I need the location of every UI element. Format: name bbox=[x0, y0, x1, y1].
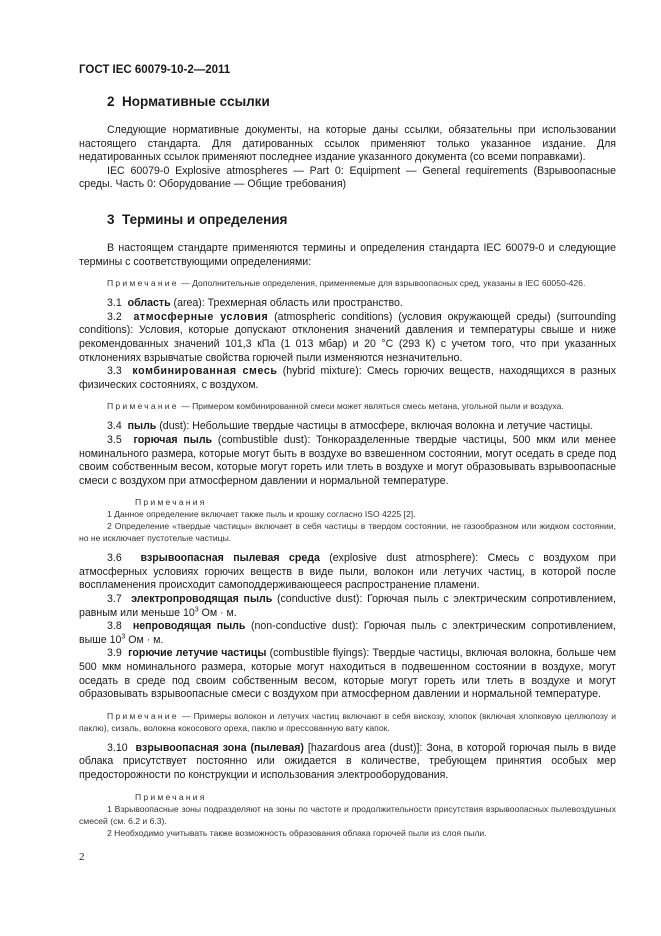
term-number: 3.7 bbox=[107, 593, 122, 606]
term-number: 3.6 bbox=[107, 552, 122, 565]
unit: Ом · м. bbox=[198, 606, 237, 619]
document-header: ГОСТ IEC 60079-10-2—2011 bbox=[79, 64, 231, 76]
note-dash: — bbox=[178, 710, 194, 721]
term-3-7 bbox=[79, 593, 616, 620]
term-name: горючая пыль bbox=[133, 433, 213, 446]
term-definition: (combustible flyings): Твердые частицы, включая волокна, больше чем 500 мкм номинального размера, которые могут находиться в подвешенном состоянии в воздухе, могут оседать в среде под своим собственным весом, которые могут гореть или тлеть в воздухе и могут образовывать взрывоопасные смеси с воздухом при атмосферном давлении и нормальной температуре. bbox=[79, 647, 617, 701]
note-text: Примером комбинированной смеси может являться смесь метана, угольной пыли и воздуха. bbox=[192, 401, 564, 412]
note-dash: — bbox=[178, 401, 193, 412]
section-2-heading bbox=[79, 94, 616, 109]
term-definition: (hybrid mixture): Смесь горючих веществ, находящихся в разных физических состояниях, с воздухом. bbox=[79, 365, 616, 391]
normative-reference: IEC 60079-0 Explosive atmospheres — Part 0: Equipment — General requirements (Взрывоопасные среды. Часть 0: Оборудование — Общие требования) bbox=[79, 164, 616, 191]
term-name: пыль bbox=[127, 420, 157, 433]
term-number: 3.5 bbox=[107, 433, 122, 446]
note-3-10-1: 1 Взрывоопасные зоны подразделяют на зоны по частоте и продолжительности присутствия взрывоопасных пылевоздушных смесей (см. 6.2 и 6.3). bbox=[79, 803, 616, 826]
section-number: 3 bbox=[107, 211, 115, 227]
term-3-6 bbox=[79, 552, 616, 593]
term-name: горючие летучие частицы bbox=[128, 647, 267, 660]
term-number: 3.10 bbox=[107, 741, 128, 754]
term-name: электропроводящая пыль bbox=[131, 593, 273, 606]
term-definition: (explosive dust atmosphere): Смесь с воздухом при атмосферных условиях горючих веществ в виде пыли, волокон или летучих частиц, в которой после воспламенения происходит самоподдерживающееся распространение пламени. bbox=[79, 552, 616, 592]
note-label: Примечание bbox=[107, 278, 179, 289]
term-definition: (atmospheric conditions) (условия окружающей среды) (surrounding conditions): Условия, которые допускают отклонения значений давления и температуры свыше и ниже рекомендованных значений 101,3 кПа (1 013 мбар) и 20 °С (293 К) с учетом того, что при указанных отклонениях взрывчатые свойства горючей пыли изменяются незначительно. bbox=[79, 310, 617, 364]
term-3-9 bbox=[79, 647, 616, 701]
exponent: 3 bbox=[121, 633, 126, 641]
section-number: 2 bbox=[107, 94, 115, 109]
term-3-2 bbox=[79, 311, 616, 365]
section-2-intro: Следующие нормативные документы, на которые даны ссылки, обязательны при использовании настоящего стандарта. Для датированных ссылок применяют только указанное издание. Для недатированных ссылок применяют последнее издание указанного документа (со всеми поправками). bbox=[79, 124, 616, 164]
term-definition: (dust): Небольшие твердые частицы в атмосфере, включая волокна и летучие частицы. bbox=[156, 420, 594, 433]
term-3-1 bbox=[79, 297, 616, 311]
note-intro bbox=[79, 277, 616, 289]
note-text: Дополнительные определения, применяемые для взрывоопасных сред, указаны в IEC 60050-426. bbox=[192, 278, 586, 289]
section-title: Термины и определения bbox=[122, 211, 288, 227]
term-name: комбинированная смесь bbox=[132, 365, 278, 378]
note-label: Примечание bbox=[107, 401, 179, 412]
term-definition: (conductive dust): Горючая пыль с электрическим сопротивлением, равным или меньше 10 bbox=[79, 593, 616, 619]
term-number: 3.4 bbox=[107, 420, 122, 433]
note-3-9 bbox=[79, 710, 616, 734]
note-3-3 bbox=[79, 400, 616, 412]
term-name: взрывоопасная зона (пылевая) bbox=[135, 741, 304, 754]
term-3-3 bbox=[79, 365, 616, 392]
section-3-intro: В настоящем стандарте применяются термины и определения стандарта IEC 60079-0 и следующие термины с соответствующими определениями: bbox=[79, 241, 616, 268]
term-3-8 bbox=[79, 620, 616, 647]
term-definition: [hazardous area (dust)]: Зона, в которой горючая пыль в виде облака присутствует постоянно или ожидается в количестве, требующем принятия особых мер предосторожности по конструкции и использования электрооборудования. bbox=[79, 741, 616, 781]
term-name: непроводящая пыль bbox=[132, 620, 246, 633]
note-3-10-2: 2 Необходимо учитывать также возможность образования облака горючей пыли из слоя пыли. bbox=[107, 827, 487, 838]
term-definition: (non-conductive dust): Горючая пыль с электрическим сопротивлением, выше 10 bbox=[79, 620, 616, 646]
note-3-5-1: 1 Данное определение включает также пыль и крошку согласно ISO 4225 [2]. bbox=[107, 509, 416, 520]
note-label: Примечание bbox=[107, 710, 179, 721]
term-name: атмосферные условия bbox=[133, 310, 269, 323]
term-number: 3.3 bbox=[107, 365, 122, 378]
note-text: Примеры волокон и летучих частиц включают в себя вискозу, хлопок (включая хлопковую целлюлозу и паклю), сизаль, волокна кокосового ореха, паклю и прессованную вату капок. bbox=[79, 710, 617, 733]
term-number: 3.8 bbox=[107, 620, 122, 633]
term-name: взрывоопасная пылевая среда bbox=[140, 552, 320, 565]
term-name: область bbox=[127, 297, 171, 310]
page-number: 2 bbox=[79, 851, 85, 863]
section-title: Нормативные ссылки bbox=[122, 94, 270, 109]
term-3-4 bbox=[79, 420, 616, 434]
term-3-5 bbox=[79, 434, 616, 488]
term-definition: (combustible dust): Тонкоразделенные твердые частицы, 500 мкм или менее номинального размера, которые могут быть в воздухе во взвешенном состоянии, могут оседать в среде под своим собственным весом, которые могут гореть или тлеть в воздухе и могут образовывать взрывоопасные смеси с воздухом при атмосферном давлении и нормальной температуре. bbox=[79, 433, 616, 487]
notes-label: Примечания bbox=[135, 497, 207, 508]
term-number: 3.2 bbox=[107, 310, 122, 323]
page-content bbox=[79, 94, 616, 839]
term-definition: (area): Трехмерная область или пространство. bbox=[170, 297, 403, 310]
unit: Ом · м. bbox=[125, 633, 164, 646]
term-3-10 bbox=[79, 742, 616, 783]
note-dash: — bbox=[178, 278, 193, 289]
notes-label: Примечания bbox=[135, 791, 207, 802]
term-number: 3.1 bbox=[107, 297, 122, 310]
note-3-5-2: 2 Определение «твердые частицы» включает в себя частицы в твердом состоянии, не газообразном или жидком состоянии, но не исключает пустотелые частицы. bbox=[79, 521, 616, 544]
section-3-heading bbox=[79, 212, 616, 227]
exponent: 3 bbox=[194, 606, 199, 614]
term-number: 3.9 bbox=[107, 647, 122, 660]
